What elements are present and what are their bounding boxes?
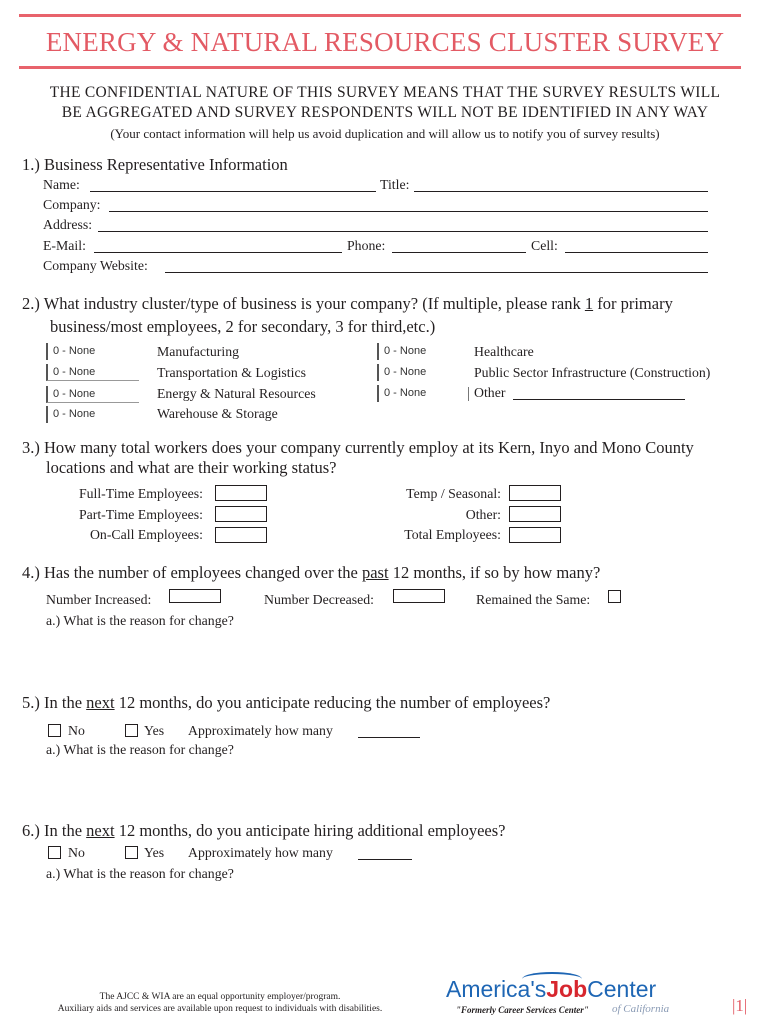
q4-question — [22, 563, 600, 583]
q2-line1-post: for primary — [593, 294, 673, 313]
footer-eeo-line-2: Auxiliary aids and services are available upon request to individuals with disabilities. — [57, 1004, 383, 1014]
q5-pre: 5.) In the — [22, 693, 87, 712]
logo-wordmark — [446, 976, 656, 1002]
logo-formerly: "Formerly Career Services Center" — [456, 1005, 589, 1015]
full-time-label: Full-Time Employees: — [78, 486, 203, 501]
page-number-bar-right: | — [743, 996, 748, 1015]
logo-of-california: of California — [612, 1003, 670, 1015]
q5-approx-label: Approximately how many — [188, 723, 333, 738]
q5-yes-label: Yes — [144, 723, 165, 738]
part-time-input[interactable] — [215, 506, 267, 522]
q5-yes-checkbox[interactable] — [125, 724, 138, 737]
industry-warehouse: Warehouse & Storage — [157, 406, 278, 421]
q6-yes-label: Yes — [144, 845, 165, 860]
name-label: Name: — [43, 177, 80, 192]
email-label: E-Mail: — [43, 238, 86, 253]
footer-eeo-line-1: The AJCC & WIA are an equal opportunity employer/program. — [99, 992, 341, 1002]
logo-apostrophe-s: 's — [530, 976, 547, 1002]
industry-transportation: Transportation & Logistics — [157, 365, 306, 380]
title-underline-rule — [19, 66, 741, 69]
logo-america: America — [446, 976, 531, 1002]
q4-post: 12 months, if so by how many? — [388, 563, 601, 582]
q6-pre: 6.) In the — [22, 821, 87, 840]
other-industry-field[interactable] — [513, 399, 685, 400]
remained-same-checkbox[interactable] — [608, 590, 621, 603]
q5-no-label: No — [68, 723, 85, 738]
q2-line1-pre: 2.) What industry cluster/type of business is your company? (If multiple, please rank — [22, 294, 585, 313]
address-label: Address: — [43, 217, 93, 232]
q6-reason-label: a.) What is the reason for change? — [46, 866, 234, 881]
other-employees-input[interactable] — [509, 506, 561, 522]
full-time-input[interactable] — [215, 485, 267, 501]
confidential-line-2: BE AGGREGATED AND SURVEY RESPONDENTS WILL NOT BE IDENTIFIED IN ANY WAY — [61, 104, 709, 121]
title-field[interactable] — [414, 191, 708, 192]
industry-other: Other — [474, 385, 506, 400]
q1-heading: 1.) Business Representative Information — [22, 155, 288, 174]
total-employees-label: Total Employees: — [404, 527, 501, 542]
website-field[interactable] — [165, 272, 708, 273]
rank-dropdown-manufacturing[interactable]: 0 - None — [46, 343, 139, 360]
q4-pre: 4.) Has the number of employees changed over the — [22, 563, 362, 582]
page-number — [732, 996, 747, 1016]
q6-no-checkbox[interactable] — [48, 846, 61, 859]
q6-post: 12 months, do you anticipate hiring additional employees? — [114, 821, 506, 840]
rank-dropdown-energy[interactable]: 0 - None — [46, 386, 139, 403]
q5-no-checkbox[interactable] — [48, 724, 61, 737]
temp-seasonal-input[interactable] — [509, 485, 561, 501]
q6-approx-field[interactable] — [358, 859, 412, 860]
industry-healthcare: Healthcare — [474, 344, 534, 359]
q6-question — [22, 821, 505, 841]
company-field[interactable] — [109, 211, 708, 212]
contact-note: (Your contact information will help us avoid duplication and will allow us to notify you of survey results) — [110, 126, 660, 141]
part-time-label: Part-Time Employees: — [78, 507, 203, 522]
number-decreased-input[interactable] — [393, 589, 445, 603]
on-call-label: On-Call Employees: — [89, 527, 203, 542]
q5-question — [22, 693, 550, 713]
q2-question-line-2: business/most employees, 2 for secondary, 3 for third,etc.) — [50, 317, 436, 336]
confidential-line-1: THE CONFIDENTIAL NATURE OF THIS SURVEY MEANS THAT THE SURVEY RESULTS WILL — [49, 84, 721, 101]
industry-public-sector: Public Sector Infrastructure (Construction) — [474, 365, 711, 380]
page-number-value: 1 — [735, 996, 744, 1015]
number-decreased-label: Number Decreased: — [264, 592, 374, 607]
website-label: Company Website: — [43, 258, 148, 273]
rank-dropdown-healthcare[interactable]: 0 - None — [377, 343, 470, 360]
email-field[interactable] — [94, 252, 342, 253]
industry-manufacturing: Manufacturing — [157, 344, 239, 359]
other-rank-marker[interactable] — [468, 387, 469, 401]
rank-dropdown-transportation[interactable]: 0 - None — [46, 364, 139, 381]
q5-approx-field[interactable] — [358, 737, 420, 738]
q3-question-line-1: 3.) How many total workers does your company currently employ at its Kern, Inyo and Mono County — [22, 438, 694, 457]
rank-dropdown-public-sector[interactable]: 0 - None — [377, 364, 470, 381]
top-rule — [19, 14, 741, 17]
number-increased-label: Number Increased: — [46, 592, 152, 607]
temp-seasonal-label: Temp / Seasonal: — [406, 486, 501, 501]
q4-reason-label: a.) What is the reason for change? — [46, 613, 234, 628]
company-label: Company: — [43, 197, 101, 212]
other-employees-label: Other: — [465, 507, 501, 522]
q2-question-line-1 — [22, 294, 673, 314]
phone-label: Phone: — [347, 238, 386, 253]
total-employees-input[interactable] — [509, 527, 561, 543]
address-field[interactable] — [98, 231, 708, 232]
cell-label: Cell: — [531, 238, 558, 253]
logo-job: Job — [546, 976, 588, 1002]
name-field[interactable] — [90, 191, 376, 192]
q6-next: next — [86, 821, 115, 840]
q4-past: past — [361, 563, 389, 582]
cell-field[interactable] — [565, 252, 708, 253]
q6-approx-label: Approximately how many — [188, 845, 333, 860]
q2-rank-one: 1 — [584, 294, 594, 313]
q3-question-line-2: locations and what are their working status? — [46, 458, 337, 477]
americas-job-center-logo — [444, 972, 694, 1020]
number-increased-input[interactable] — [169, 589, 221, 603]
on-call-input[interactable] — [215, 527, 267, 543]
industry-energy: Energy & Natural Resources — [157, 386, 316, 401]
remained-same-label: Remained the Same: — [476, 592, 591, 607]
q6-yes-checkbox[interactable] — [125, 846, 138, 859]
page-number-bar-left: | — [732, 996, 736, 1015]
survey-title: ENERGY & NATURAL RESOURCES CLUSTER SURVEY — [45, 27, 725, 57]
rank-dropdown-other[interactable]: 0 - None — [377, 385, 470, 402]
q6-no-label: No — [68, 845, 85, 860]
q5-reason-label: a.) What is the reason for change? — [46, 742, 234, 757]
logo-center: Center — [587, 976, 657, 1002]
q5-post: 12 months, do you anticipate reducing the number of employees? — [114, 693, 551, 712]
q5-next: next — [86, 693, 115, 712]
title-label: Title: — [380, 177, 410, 192]
phone-field[interactable] — [392, 252, 526, 253]
rank-dropdown-warehouse[interactable]: 0 - None — [46, 406, 139, 423]
